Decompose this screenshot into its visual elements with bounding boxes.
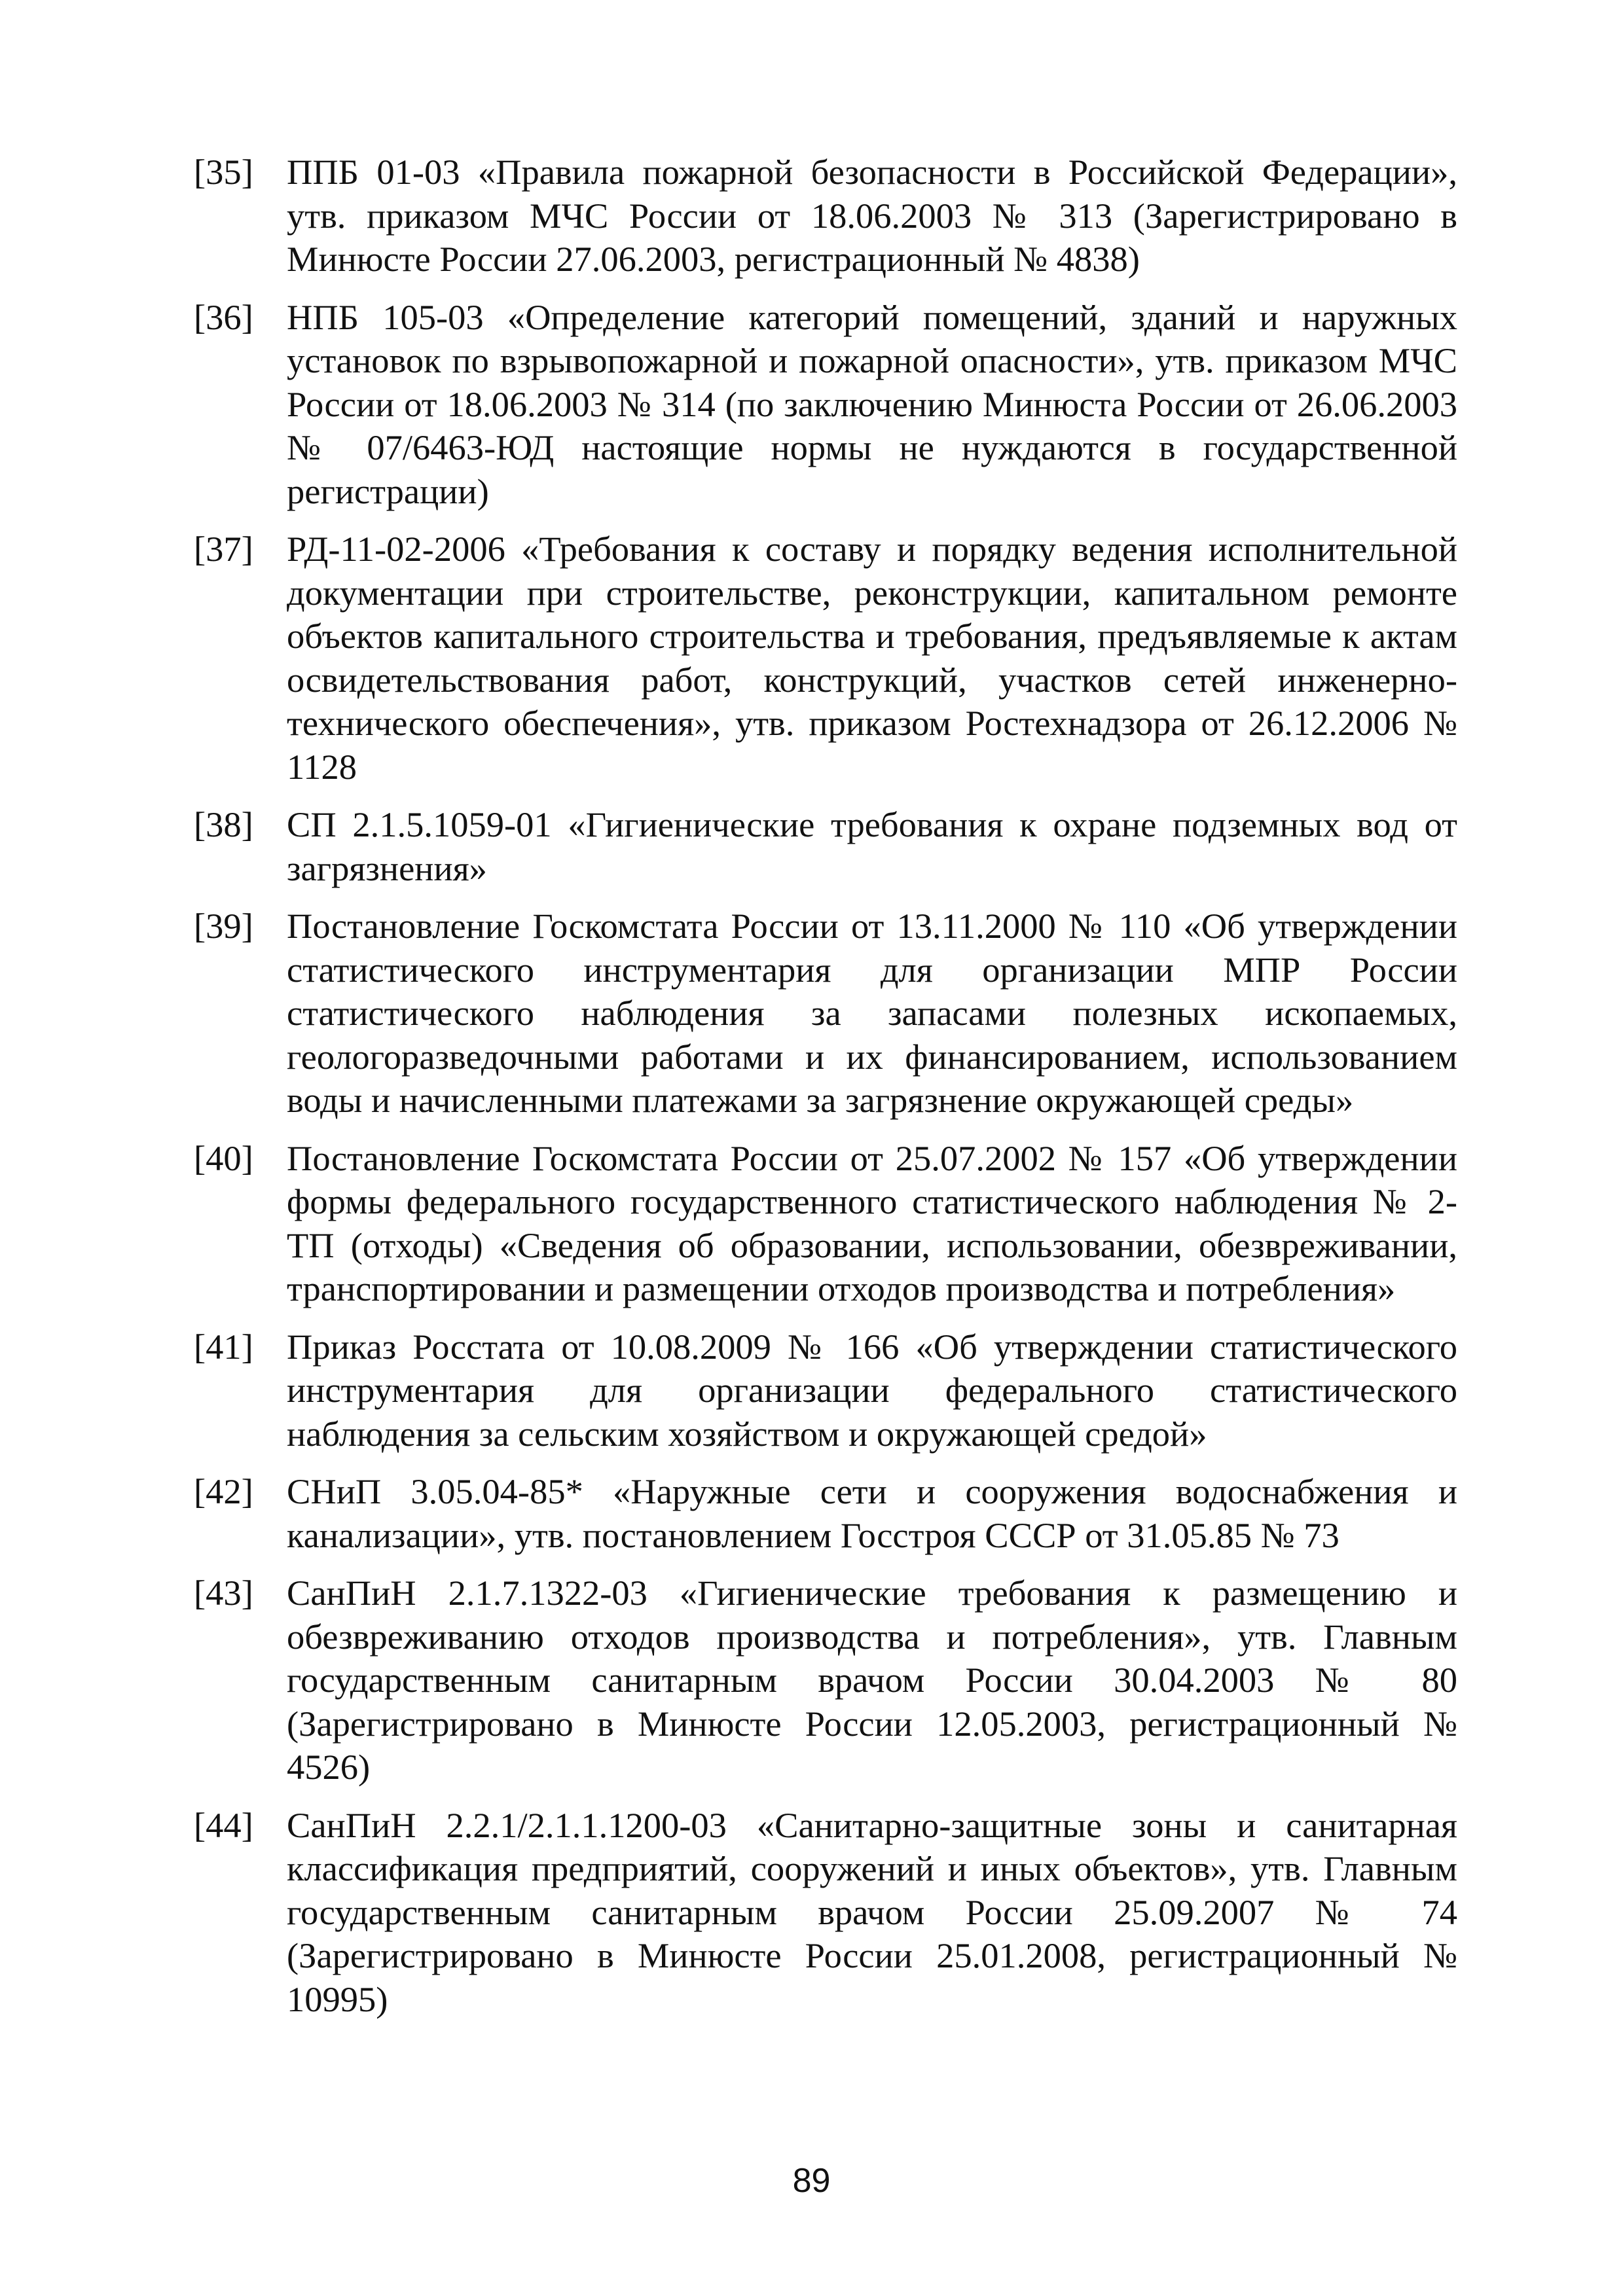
reference-number: [36] (194, 296, 253, 337)
reference-text: Постановление Госкомстата России от 13.11.2000 № 110 «Об утверждении статистического инструментария для организации МПР России статистического наблюдения за запасами полезных ископаемых, геологоразведочными работами и их финансированием, использованием воды и начисленными платежами за загрязнение окружающей среды» (287, 906, 1457, 1120)
reference-text: СанПиН 2.1.7.1322-03 «Гигиенические требования к размещению и обезвреживанию отходов производства и потребления», утв. Главным государственным санитарным врачом России 30.04.2003 № 80 (Зарегистрировано в Минюсте России 12.05.2003, регистрационный № 4526) (287, 1573, 1457, 1787)
reference-number: [43] (194, 1573, 253, 1613)
reference-text: СП 2.1.5.1059-01 «Гигиенические требования к охране подземных вод от загрязнения» (287, 804, 1457, 888)
reference-list (194, 151, 1457, 2036)
reference-number: [44] (194, 1804, 253, 1845)
reference-text: Постановление Госкомстата России от 25.07.2002 № 157 «Об утверждении формы федерального государственного статистического наблюдения № 2-ТП (отходы) «Сведения об образовании, использовании, обезвреживании, транспортировании и размещении отходов производства и потребления» (287, 1138, 1457, 1308)
reference-text: ППБ 01-03 «Правила пожарной безопасности в Российской Федерации», утв. приказом МЧС России от 18.06.2003 № 313 (Зарегистрировано в Минюсте России 27.06.2003, регистрационный № 4838) (287, 152, 1457, 279)
reference-number: [41] (194, 1326, 253, 1367)
reference-item (194, 1470, 1457, 1557)
reference-number: [35] (194, 152, 253, 192)
reference-text: Приказ Росстата от 10.08.2009 № 166 «Об утверждении статистического инструментария для организации федерального статистического наблюдения за сельским хозяйством и окружающей средой» (287, 1326, 1457, 1454)
reference-item (194, 1804, 1457, 2022)
reference-number: [42] (194, 1471, 253, 1511)
reference-item (194, 803, 1457, 890)
reference-item (194, 1325, 1457, 1456)
reference-number: [39] (194, 906, 253, 946)
reference-item (194, 151, 1457, 281)
reference-number: [37] (194, 529, 253, 569)
reference-item (194, 296, 1457, 514)
reference-item (194, 1571, 1457, 1789)
page-number: 89 (792, 2162, 831, 2200)
reference-item (194, 905, 1457, 1122)
reference-item (194, 1137, 1457, 1311)
reference-number: [40] (194, 1138, 253, 1178)
reference-item (194, 528, 1457, 789)
reference-number: [38] (194, 804, 253, 844)
reference-text: НПБ 105-03 «Определение категорий помещений, зданий и наружных установок по взрывопожарной и пожарной опасности», утв. приказом МЧС России от 18.06.2003 № 314 (по заключению Минюста России от 26.06.2003 № 07/6463-ЮД настоящие нормы не нуждаются в государственной регистрации) (287, 296, 1457, 511)
reference-text: РД-11-02-2006 «Требования к составу и порядку ведения исполнительной документации при строительстве, реконструкции, капитальном ремонте объектов капитального строительства и требования, предъявляемые к актам освидетельствования работ, конструкций, участков сетей инженерно-технического обеспечения», утв. приказом Ростехнадзора от 26.12.2006 № 1128 (287, 529, 1457, 787)
reference-text: СанПиН 2.2.1/2.1.1.1200-03 «Санитарно-защитные зоны и санитарная классификация предприятий, сооружений и иных объектов», утв. Главным государственным санитарным врачом России 25.09.2007 № 74 (Зарегистрировано в Минюсте России 25.01.2008, регистрационный № 10995) (287, 1804, 1457, 2019)
reference-text: СНиП 3.05.04-85* «Наружные сети и сооружения водоснабжения и канализации», утв. постановлением Госстроя СССР от 31.05.85 № 73 (287, 1471, 1457, 1555)
